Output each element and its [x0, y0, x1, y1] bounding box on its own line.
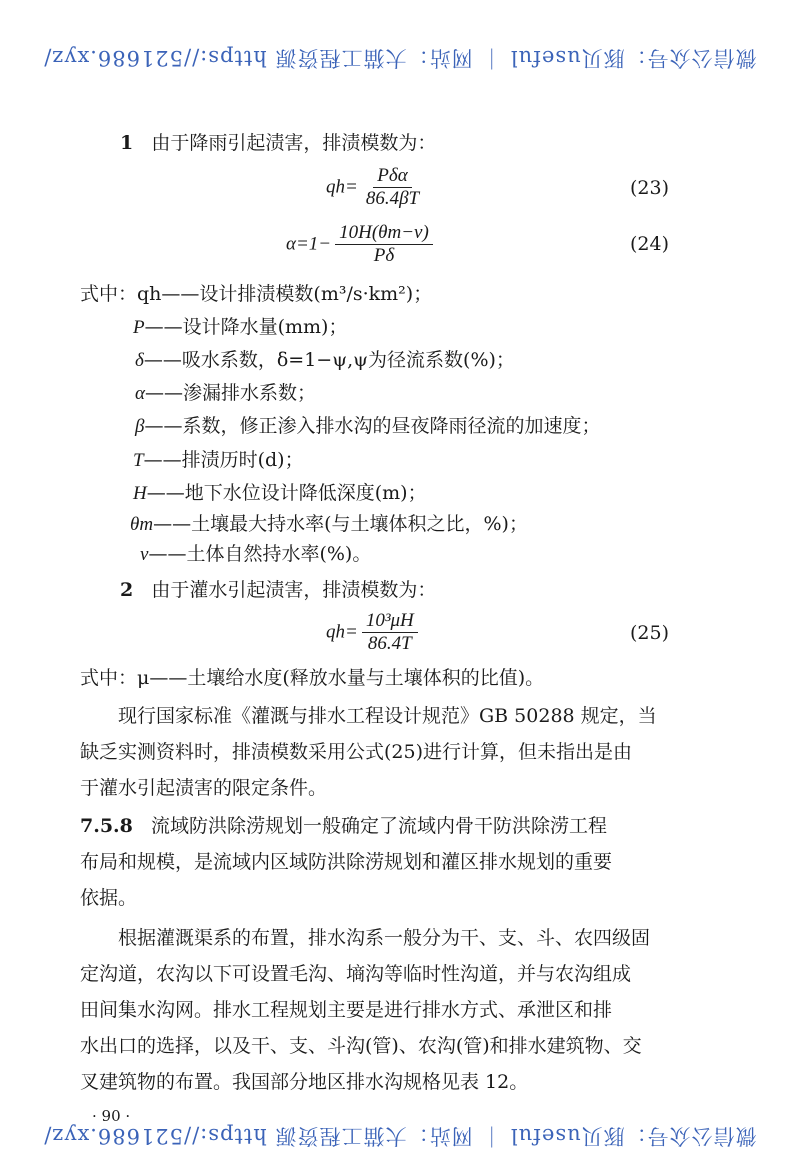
paragraph-line: 流域防洪除涝规划一般确定了流域内骨干防洪除涝工程 [151, 815, 608, 837]
symbol: 式中：qh [80, 283, 162, 305]
fraction [362, 610, 418, 655]
definition-text: ——排渍历时(d)； [143, 449, 304, 471]
eq-number-24: (24) [630, 233, 670, 255]
symbol: T [133, 450, 144, 471]
symbol: ν [140, 544, 149, 565]
eq-lhs: qh= [326, 176, 358, 198]
item-number: 1 [120, 132, 134, 154]
fraction [335, 222, 433, 267]
definition-text: ——地下水位设计降低深度(m)； [146, 482, 427, 504]
definition-text: ——系数，修正渗入排水沟的昼夜降雨径流的加速度； [144, 415, 601, 437]
definition-text: ——设计排渍模数(m³/s·km²)； [161, 283, 433, 305]
paragraph-line: 于灌水引起渍害的限定条件。 [80, 777, 328, 799]
definition [135, 381, 316, 406]
item-number: 2 [120, 579, 134, 601]
section-7-5-8 [80, 814, 607, 838]
definition-mu [80, 666, 544, 690]
definition [130, 512, 528, 537]
page-number: · 90 · [92, 1107, 131, 1125]
numerator: 10H(θm−ν) [335, 222, 433, 245]
item-1 [120, 131, 436, 155]
item-text: 由于灌水引起渍害，排渍模数为： [151, 579, 437, 601]
definition [140, 542, 371, 567]
paragraph-line: 依据。 [80, 887, 138, 909]
definition [133, 315, 347, 340]
definition-text: ——土壤给水度(释放水量与土壤体积的比值)。 [149, 667, 545, 689]
numerator: Pδα [373, 165, 411, 188]
paragraph-line: 水出口的选择，以及干、支、斗沟(管)、农沟(管)和排水建筑物、交 [80, 1035, 642, 1057]
equation-24 [286, 222, 433, 267]
paragraph-line: 布局和规模，是流域内区域防洪除涝规划和灌区排水规划的重要 [80, 851, 613, 873]
paragraph-line: 现行国家标准《灌溉与排水工程设计规范》GB 50288 规定，当 [118, 705, 657, 727]
paragraph-line: 缺乏实测资料时，排渍模数采用公式(25)进行计算，但未指出是由 [80, 741, 633, 763]
fraction [362, 165, 423, 210]
eq-number-23: (23) [630, 177, 670, 199]
eq-number-25: (25) [630, 622, 670, 644]
symbol: β [135, 416, 145, 437]
definition-text: ——吸水系数，δ=1−ψ,ψ为径流系数(%)； [143, 349, 515, 371]
symbol: α [135, 383, 145, 404]
denominator: 86.4T [367, 633, 412, 654]
paragraph-line: 定沟道，农沟以下可设置毛沟、墒沟等临时性沟道，并与农沟组成 [80, 963, 632, 985]
equation-23 [326, 165, 423, 210]
symbol: P [133, 317, 145, 338]
item-2 [120, 578, 436, 602]
definition [133, 448, 304, 473]
symbol: 式中：μ [80, 667, 150, 689]
symbol: δ [135, 350, 144, 371]
item-text: 由于降雨引起渍害，排渍模数为： [151, 132, 437, 154]
section-number: 7.5.8 [80, 815, 133, 837]
numerator: 10³μH [362, 610, 418, 633]
definition-text: ——土壤最大持水率(与土壤体积之比，%)； [153, 513, 528, 535]
paragraph-line: 田间集水沟网。排水工程规划主要是进行排水方式、承泄区和排 [80, 999, 613, 1021]
definition-text: ——土体自然持水率(%)。 [148, 543, 372, 565]
denominator: 86.4βT [365, 188, 420, 209]
definition-text: ——设计降水量(mm)； [144, 316, 348, 338]
definition [135, 414, 600, 439]
symbol: θm [130, 514, 154, 535]
equation-25 [326, 610, 418, 655]
definition [133, 481, 427, 506]
definition [80, 282, 432, 306]
denominator: Pδ [373, 245, 395, 266]
definition-text: ——渗漏排水系数； [144, 382, 316, 404]
eq-lhs: qh= [326, 621, 358, 643]
definition [135, 348, 515, 373]
watermark-top: 微信公众号：豚贝useful ｜ 网站：大猫工程资源 https://521686.xyz/ [43, 46, 757, 70]
symbol: H [133, 483, 147, 504]
paragraph-line: 根据灌溉渠系的布置，排水沟系一般分为干、支、斗、农四级固 [118, 927, 651, 949]
watermark-bottom: 微信公众号：豚贝useful ｜ 网站：大猫工程资源 https://521686.xyz/ [43, 1124, 757, 1148]
eq-lhs: α=1− [286, 233, 332, 255]
paragraph-line: 叉建筑物的布置。我国部分地区排水沟规格见表 12。 [80, 1071, 529, 1093]
